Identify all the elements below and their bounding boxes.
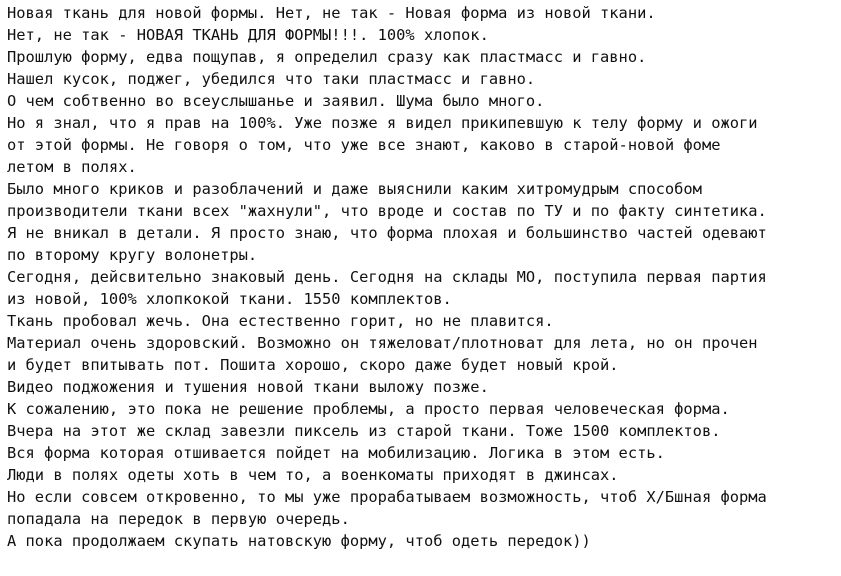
text-line: Сегодня, дейсвительно знаковый день. Сегодня на склады МО, поступила первая партия	[7, 268, 767, 286]
text-line: производители ткани всех "жахнули", что вроде и состав по ТУ и по факту синтетика.	[7, 202, 767, 220]
text-line: Вчера на этот же склад завезли пиксель из старой ткани. Тоже 1500 комплектов.	[7, 422, 721, 440]
post-text	[7, 2, 837, 552]
text-line: от этой формы. Не говоря о том, что уже все знают, каково в старой-новой фоме	[7, 136, 721, 154]
text-line: К сожалению, это пока не решение проблемы, а просто первая человеческая форма.	[7, 400, 730, 418]
text-line: Но я знал, что я прав на 100%. Уже позже я видел прикипевшую к телу форму и ожоги	[7, 114, 758, 132]
text-line: Материал очень здоровский. Возможно он тяжеловат/плотноват для лета, но он прочен	[7, 334, 758, 352]
text-line: О чем собтвенно во всеуслышанье и заявил. Шума было много.	[7, 92, 545, 110]
text-line: и будет впитывать пот. Пошита хорошо, скоро даже будет новый крой.	[7, 356, 619, 374]
text-line: Прошлую форму, едва пощупав, я определил сразу как пластмасс и гавно.	[7, 48, 647, 66]
text-line: Нет, не так - НОВАЯ ТКАНЬ ДЛЯ ФОРМЫ!!!. 100% хлопок.	[7, 26, 489, 44]
text-line: Новая ткань для новой формы. Нет, не так - Новая форма из новой ткани.	[7, 4, 656, 22]
text-line: Нашел кусок, поджег, убедился что таки пластмасс и гавно.	[7, 70, 536, 88]
text-line: летом в полях.	[7, 158, 137, 176]
text-line: из новой, 100% хлопкокой ткани. 1550 комплектов.	[7, 290, 452, 308]
text-line: Ткань пробовал жечь. Она естественно горит, но не плавится.	[7, 312, 554, 330]
text-line: Вся форма которая отшивается пойдет на мобилизацию. Логика в этом есть.	[7, 444, 665, 462]
text-line: Но если совсем откровенно, то мы уже прорабатываем возможность, чтоб Х/Бшная форма	[7, 488, 767, 506]
text-line: Видео поджожения и тушения новой ткани выложу позже.	[7, 378, 489, 396]
text-line: по второму кругу волонетры.	[7, 246, 258, 264]
text-line: А пока продолжаем скупать натовскую форму, чтоб одеть передок))	[7, 532, 591, 550]
text-line: попадала на передок в первую очередь.	[7, 510, 350, 528]
text-line: Я не вникал в детали. Я просто знаю, что форма плохая и большинство частей одевают	[7, 224, 767, 242]
text-line: Люди в полях одеты хоть в чем то, а военкоматы приходят в джинсах.	[7, 466, 619, 484]
text-line: Было много криков и разоблачений и даже выяснили каким хитромудрым способом	[7, 180, 702, 198]
